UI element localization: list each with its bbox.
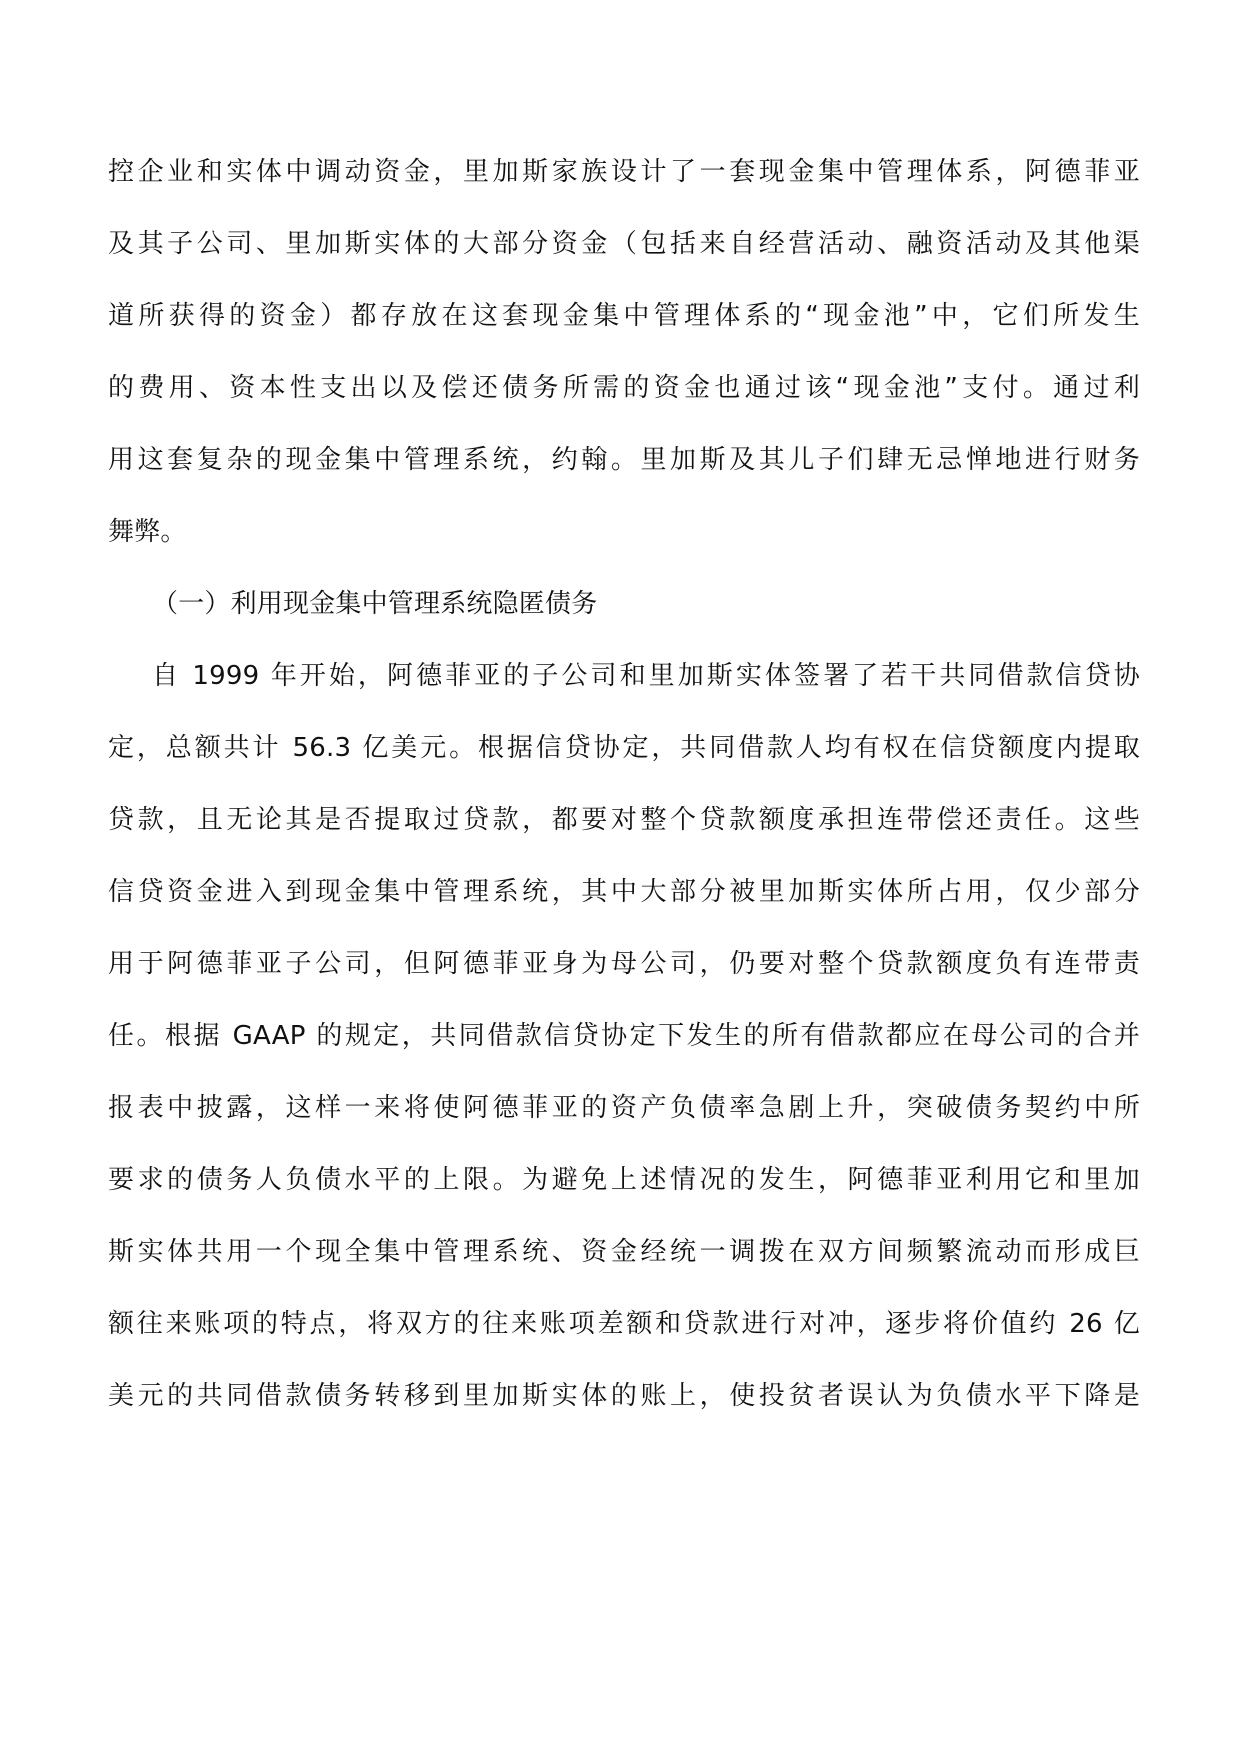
paragraph-line: 用这套复杂的现金集中管理系统，约翰。里加斯及其儿子们肆无忌惮地进行财务 [108,445,1140,475]
paragraph-line: 自 1999 年开始，阿德菲亚的子公司和里加斯实体签署了若干共同借款信贷协 [152,661,1140,691]
paragraph-line: 贷款，且无论其是否提取过贷款，都要对整个贷款额度承担连带偿还责任。这些 [108,805,1140,835]
paragraph-line: 额往来账项的特点，将双方的往来账项差额和贷款进行对冲，逐步将价值约 26 亿 [108,1309,1140,1339]
section-heading: （一）利用现金集中管理系统隐匿债务 [152,589,598,619]
paragraph-line: 任。根据 GAAP 的规定，共同借款信贷协定下发生的所有借款都应在母公司的合并 [108,1021,1140,1051]
paragraph-line: 定，总额共计 56.3 亿美元。根据信贷协定，共同借款人均有权在信贷额度内提取 [108,733,1140,763]
paragraph-line: 道所获得的资金）都存放在这套现金集中管理体系的“现金池”中，它们所发生 [108,301,1140,331]
paragraph-line: 美元的共同借款债务转移到里加斯实体的账上，使投贫者误认为负债水平下降是 [108,1381,1140,1411]
paragraph-line: 控企业和实体中调动资金，里加斯家族设计了一套现金集中管理体系，阿德菲亚 [108,157,1140,187]
paragraph-line: 要求的债务人负债水平的上限。为避免上述情况的发生，阿德菲亚利用它和里加 [108,1165,1140,1195]
paragraph-line: 及其子公司、里加斯实体的大部分资金（包括来自经营活动、融资活动及其他渠 [108,229,1140,259]
paragraph-line: 的费用、资本性支出以及偿还债务所需的资金也通过该“现金池”支付。通过利 [108,373,1140,403]
paragraph-line: 舞弊。 [108,517,187,547]
paragraph-line: 信贷资金进入到现金集中管理系统，其中大部分被里加斯实体所占用，仅少部分 [108,877,1140,907]
paragraph-line: 斯实体共用一个现全集中管理系统、资金经统一调拨在双方间频繁流动而形成巨 [108,1237,1140,1267]
paragraph-line: 报表中披露，这样一来将使阿德菲亚的资产负债率急剧上升，突破债务契约中所 [108,1093,1140,1123]
paragraph-line: 用于阿德菲亚子公司，但阿德菲亚身为母公司，仍要对整个贷款额度负有连带责 [108,949,1140,979]
